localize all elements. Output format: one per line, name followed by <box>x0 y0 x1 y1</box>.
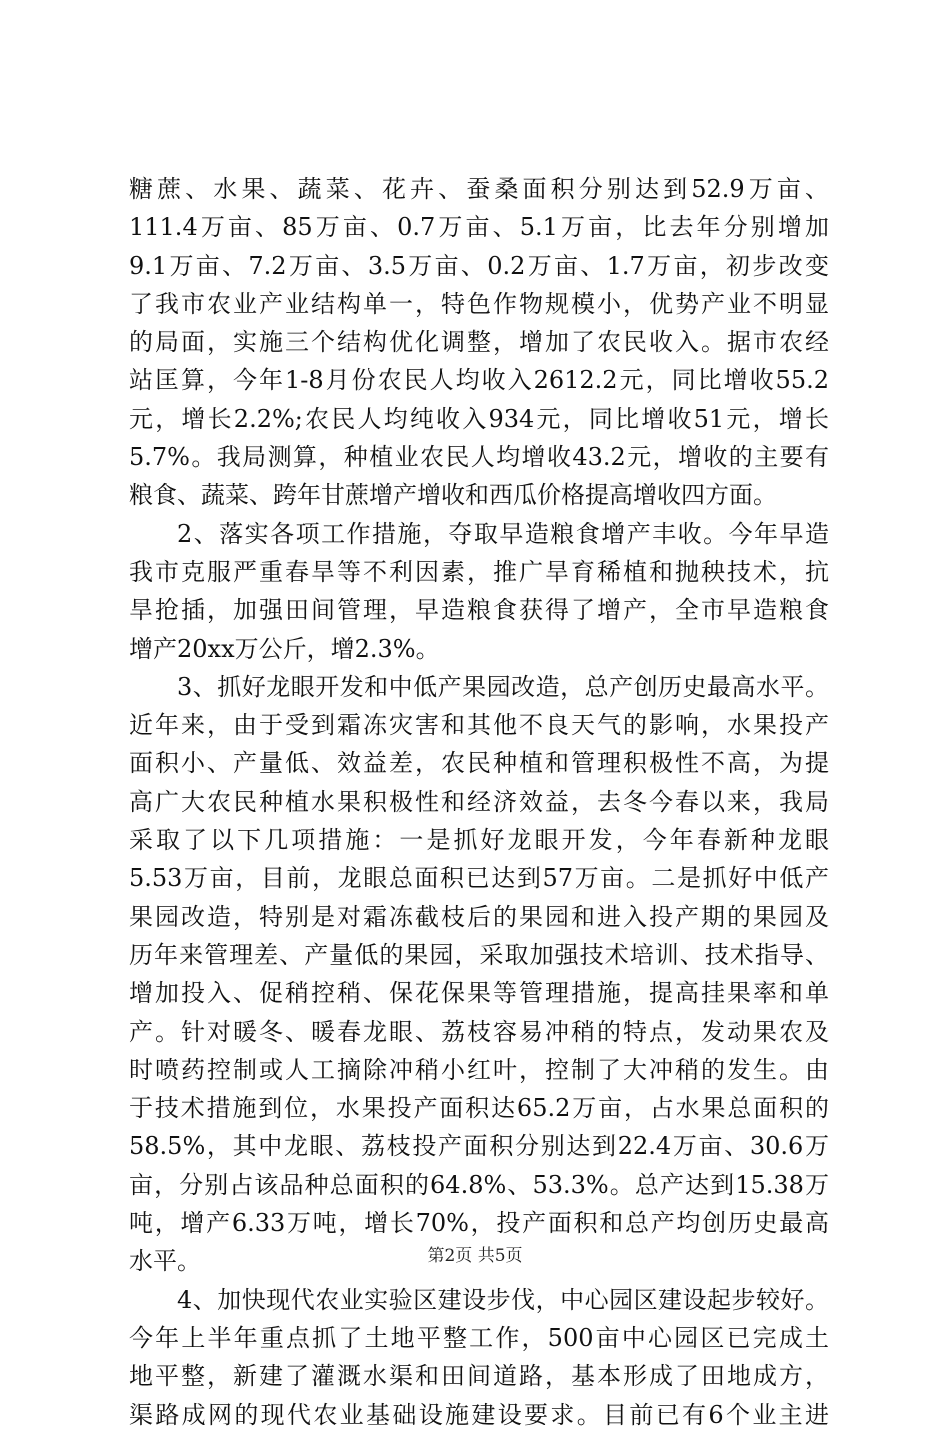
text-line: 的局面，实施三个结构优化调整，增加了农民收入。据市农经 <box>129 328 829 357</box>
text-line: 9.1万亩、7.2万亩、3.5万亩、0.2万亩、1.7万亩，初步改变 <box>129 251 829 280</box>
text-line: 元，增长2.2%;农民人均纯收入934元，同比增收51元，增长 <box>129 404 829 433</box>
text-line: 了我市农业产业结构单一，特色作物规模小，优势产业不明显 <box>129 289 829 318</box>
text-line: 近年来，由于受到霜冻灾害和其他不良天气的影响，水果投产 <box>129 711 829 740</box>
text-line: 糖蔗、水果、蔬菜、花卉、蚕桑面积分别达到52.9万亩、 <box>129 175 829 203</box>
text-line: 采取了以下几项措施：一是抓好龙眼开发，今年春新种龙眼 <box>129 826 829 855</box>
text-line: 历年来管理差、产量低的果园，采取加强技术培训、技术指导、 <box>129 940 829 969</box>
text-line: 产。针对暖冬、暖春龙眼、荔枝容易冲稍的特点，发动果农及 <box>129 1017 829 1046</box>
text-line: 3、抓好龙眼开发和中低产果园改造，总产创历史最高水平。 <box>177 672 829 701</box>
text-line: 增加投入、促稍控稍、保花保果等管理措施，提高挂果率和单 <box>129 979 829 1008</box>
text-line: 粮食、蔬菜、跨年甘蔗增产增收和西瓜价格提高增收四方面。 <box>129 481 777 510</box>
text-line: 于技术措施到位，水果投产面积达65.2万亩，占水果总面积的 <box>129 1094 829 1123</box>
text-line: 2、落实各项工作措施，夺取早造粮食增产丰收。今年早造 <box>177 519 829 548</box>
page-number-footer: 第2页 共5页 <box>427 1246 523 1266</box>
text-line: 面积小、产量低、效益差，农民种植和管理积极性不高，为提 <box>129 749 829 778</box>
text-line: 渠路成网的现代农业基础设施建设要求。目前已有6个业主进 <box>129 1400 829 1429</box>
text-line: 吨，增产6.33万吨，增长70%，投产面积和总产均创历史最高 <box>129 1209 829 1238</box>
text-line: 5.7%。我局测算，种植业农民人均增收43.2元，增收的主要有 <box>129 443 829 472</box>
text-line: 今年上半年重点抓了土地平整工作，500亩中心园区已完成土 <box>129 1323 829 1352</box>
text-line: 111.4万亩、85万亩、0.7万亩、5.1万亩，比去年分别增加 <box>129 213 829 242</box>
text-line: 高广大农民种植水果积极性和经济效益，去冬今春以来，我局 <box>129 787 829 816</box>
text-line: 旱抢插，加强田间管理，早造粮食获得了增产，全市早造粮食 <box>129 596 829 625</box>
text-line: 58.5%，其中龙眼、荔枝投产面积分别达到22.4万亩、30.6万 <box>129 1132 829 1161</box>
text-line: 4、加快现代农业实验区建设步伐，中心园区建设起步较好。 <box>177 1285 829 1314</box>
text-line: 水平。 <box>129 1247 201 1276</box>
text-line: 地平整，新建了灌溉水渠和田间道路，基本形成了田地成方， <box>129 1362 829 1391</box>
text-line: 亩，分别占该品种总面积的64.8%、53.3%。总产达到15.38万 <box>129 1170 829 1199</box>
text-line: 时喷药控制或人工摘除冲稍小红叶，控制了大冲稍的发生。由 <box>129 1055 829 1084</box>
text-line: 5.53万亩，目前，龙眼总面积已达到57万亩。二是抓好中低产 <box>129 864 829 893</box>
text-line: 我市克服严重春旱等不利因素，推广旱育稀植和抛秧技术，抗 <box>129 557 829 586</box>
text-line: 增产20xx万公斤，增2.3%。 <box>129 634 440 663</box>
text-line: 果园改造，特别是对霜冻截枝后的果园和进入投产期的果园及 <box>129 902 829 931</box>
text-line: 站匡算，今年1-8月份农民人均收入2612.2元，同比增收55.2 <box>129 366 829 395</box>
